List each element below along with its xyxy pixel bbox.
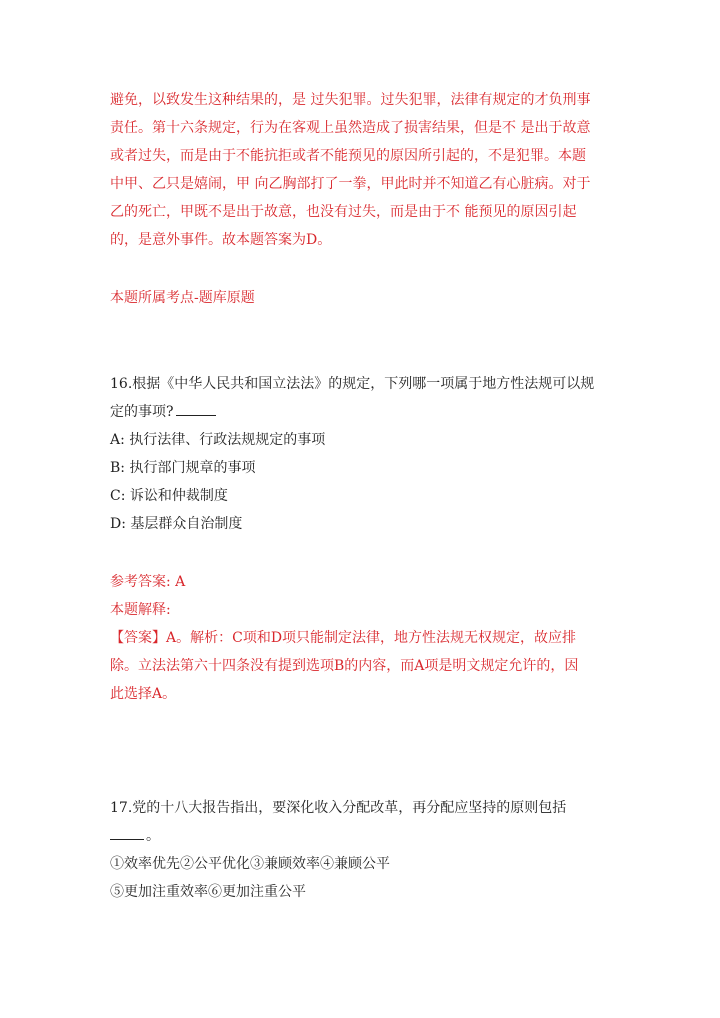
option-line: ①效率优先②公平优化③兼顾效率④兼顾公平: [110, 856, 390, 872]
reference-answer: 参考答案: A: [110, 574, 186, 590]
explanation-line: 中甲、乙只是嬉闹，甲 向乙胸部打了一拳，甲此时并不知道乙有心脏病。对于: [110, 176, 591, 192]
question-stem-continued: [110, 822, 610, 850]
question-17: [110, 794, 610, 906]
question-stem-suffix: 。: [146, 828, 160, 844]
explanation-line: 此选择A。: [110, 686, 177, 702]
question-16-answer: [110, 568, 610, 708]
question-stem: 17.党的十八大报告指出，要深化收入分配改革，再分配应坚持的原则包括: [110, 800, 567, 816]
option-line: ⑤更加注重效率⑥更加注重公平: [110, 884, 306, 900]
option-d: D: 基层群众自治制度: [110, 516, 243, 532]
explanation-line: 除。立法法第六十四条没有提到选项B的内容，而A项是明文规定允许的，因: [110, 658, 579, 674]
question-16: [110, 370, 610, 538]
answer-blank: [176, 401, 216, 416]
explanation-line: 乙的死亡，甲既不是出于故意，也没有过失，而是由于不 能预见的原因引起: [110, 204, 577, 220]
explanation-line: 避免，以致发生这种结果的，是 过失犯罪。过失犯罪，法律有规定的才负刑事: [110, 92, 591, 108]
question-stem: 16.根据《中华人民共和国立法法》的规定，下列哪一项属于地方性法规可以规: [110, 376, 595, 392]
explanation-label: 本题解释:: [110, 602, 171, 618]
answer-blank: [110, 825, 144, 840]
option-a: A: 执行法律、行政法规规定的事项: [110, 432, 326, 448]
explanation-line: 【答案】A。解析：C项和D项只能制定法律，地方性法规无权规定，故应排: [110, 630, 577, 646]
explanation-line: 的，是意外事件。故本题答案为D。: [110, 232, 332, 248]
explanation-line: 责任。第十六条规定，行为在客观上虽然造成了损害结果，但是不 是出于故意: [110, 120, 591, 136]
question-stem-text: 定的事项?: [110, 404, 174, 420]
source-text: 本题所属考点-题库原题: [110, 290, 255, 306]
question-stem-continued: [110, 398, 610, 426]
option-c: C: 诉讼和仲裁制度: [110, 488, 228, 504]
previous-explanation: [110, 86, 610, 254]
source-note: [110, 284, 610, 312]
explanation-line: 或者过失，而是由于不能抗拒或者不能预见的原因所引起的，不是犯罪。本题: [110, 148, 586, 164]
option-b: B: 执行部门规章的事项: [110, 460, 256, 476]
